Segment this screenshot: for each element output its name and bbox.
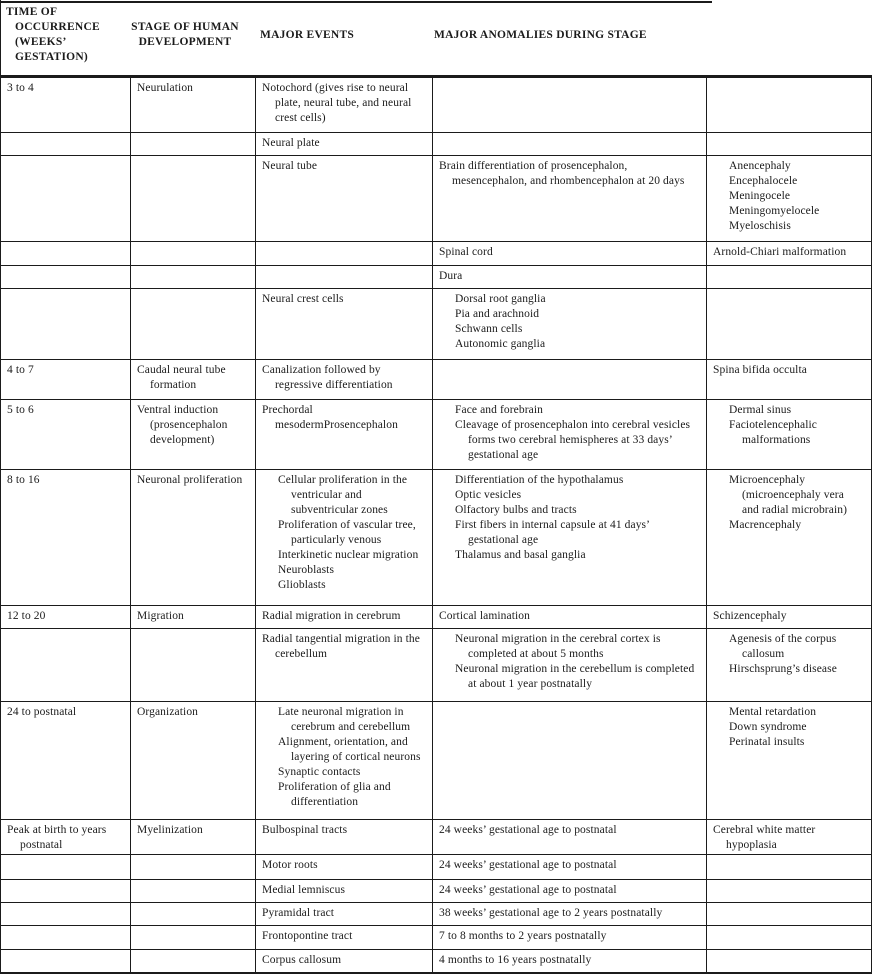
cell-stage-of-development-r5 [131, 266, 256, 289]
cell-text-line: Optic vesicles [455, 489, 522, 501]
cell-major-events-r17 [256, 926, 433, 950]
cell-text-line: gestational age [468, 449, 539, 461]
cell-text-line: Neuronal migration in the cerebellum is completed [455, 663, 695, 675]
cell-major-events-r3 [256, 156, 433, 242]
cell-major-events-detail-r5 [433, 266, 707, 289]
cell-text-line: Face and forebrain [455, 404, 544, 416]
cell-text-line: Microencephaly [729, 474, 806, 486]
cell-stage-of-development-r14 [131, 855, 256, 880]
cell-major-events-r14 [256, 855, 433, 880]
cell-text-line: Medial lemniscus [262, 884, 346, 896]
cell-major-events-r13 [256, 820, 433, 855]
cell-major-events-detail-r4 [433, 242, 707, 266]
cell-stage-of-development-r10 [131, 606, 256, 629]
cell-major-events-r7 [256, 360, 433, 400]
cell-text-line: 7 to 8 months to 2 years postnatally [439, 930, 607, 942]
cell-time-of-occurrence-r5 [1, 266, 131, 289]
cell-text-line: Glioblasts [278, 579, 326, 591]
cell-stage-of-development-r4 [131, 242, 256, 266]
cell-major-anomalies-r13 [707, 820, 872, 855]
cell-text-line: Down syndrome [729, 721, 807, 733]
cell-text-line: (prosencephalon [150, 419, 228, 431]
cell-major-anomalies-r11 [707, 629, 872, 702]
cell-major-events-r11 [256, 629, 433, 702]
cell-major-events-detail-r18 [433, 950, 707, 973]
cell-time-of-occurrence-r18 [1, 950, 131, 973]
cell-text-line: layering of cortical neurons [291, 751, 421, 763]
cell-major-events-detail-r15 [433, 880, 707, 903]
cell-time-of-occurrence-r4 [1, 242, 131, 266]
cell-time-of-occurrence-r2 [1, 133, 131, 156]
cell-text-line: Cortical lamination [439, 610, 531, 622]
cell-text-line: crest cells) [275, 112, 326, 124]
cell-text-line: Encephalocele [729, 175, 798, 187]
cell-time-of-occurrence-r9 [1, 470, 131, 606]
cell-text-line: 38 weeks’ gestational age to 2 years postnatally [439, 907, 663, 919]
cell-stage-of-development-r6 [131, 289, 256, 360]
cell-major-events-r6 [256, 289, 433, 360]
cell-text-line: Proliferation of glia and [278, 781, 391, 793]
cell-major-events-detail-r17 [433, 926, 707, 950]
cell-text-line: Olfactory bulbs and tracts [455, 504, 577, 516]
cell-text-line: Schizencephaly [713, 610, 787, 622]
cell-text-line: Meningomyelocele [729, 205, 820, 217]
cell-major-events-detail-r1 [433, 78, 707, 133]
cell-major-anomalies-r3 [707, 156, 872, 242]
cell-major-events-r2 [256, 133, 433, 156]
cell-text-line: Notochord (gives rise to neural [262, 82, 409, 94]
cell-text-line: Schwann cells [455, 323, 523, 335]
cell-text-line: and radial microbrain) [742, 504, 848, 516]
cell-text-line: Mental retardation [729, 706, 817, 718]
cell-text-line: Perinatal insults [729, 736, 805, 748]
table-row [1, 78, 872, 133]
cell-time-of-occurrence-r14 [1, 855, 131, 880]
cell-text-line: 24 to postnatal [7, 706, 77, 718]
cell-text-line: Brain differentiation of prosencephalon, [439, 160, 628, 172]
cell-major-events-r16 [256, 903, 433, 926]
cell-text-line: Motor roots [262, 859, 318, 871]
table-header-band [0, 0, 872, 77]
cell-major-anomalies-r10 [707, 606, 872, 629]
cell-time-of-occurrence-r13 [1, 820, 131, 855]
cell-text-line: 4 to 7 [7, 364, 34, 376]
cell-major-events-r1 [256, 78, 433, 133]
cell-major-anomalies-r16 [707, 903, 872, 926]
cell-major-events-detail-r14 [433, 855, 707, 880]
header-line: TIME OF [6, 6, 58, 18]
table-row [1, 470, 872, 606]
cell-text-line: Neurulation [137, 82, 194, 94]
table-row [1, 629, 872, 702]
cell-text-line: First fibers in internal capsule at 41 days’ [455, 519, 651, 531]
cell-text-line: Pia and arachnoid [455, 308, 540, 320]
cell-major-anomalies-r7 [707, 360, 872, 400]
table-row [1, 820, 872, 855]
cell-stage-of-development-r15 [131, 880, 256, 903]
cell-text-line: 12 to 20 [7, 610, 46, 622]
cell-major-events-detail-r10 [433, 606, 707, 629]
cell-text-line: malformations [742, 434, 811, 446]
cell-text-line: Synaptic contacts [278, 766, 361, 778]
cell-major-anomalies-r9 [707, 470, 872, 606]
header-line: STAGE OF HUMAN [131, 21, 239, 33]
cell-major-events-detail-r7 [433, 360, 707, 400]
cell-text-line: Thalamus and basal ganglia [455, 549, 586, 561]
table-row [1, 903, 872, 926]
cell-major-anomalies-r2 [707, 133, 872, 156]
cell-text-line: subventricular zones [291, 504, 388, 516]
cell-text-line: Dermal sinus [729, 404, 792, 416]
cell-stage-of-development-r3 [131, 156, 256, 242]
cell-text-line: regressive differentiation [275, 379, 393, 391]
cell-major-anomalies-r18 [707, 950, 872, 973]
cell-major-anomalies-r17 [707, 926, 872, 950]
cell-major-events-detail-r6 [433, 289, 707, 360]
cell-time-of-occurrence-r15 [1, 880, 131, 903]
cell-time-of-occurrence-r11 [1, 629, 131, 702]
cell-text-line: cerebrum and cerebellum [291, 721, 411, 733]
cell-stage-of-development-r12 [131, 702, 256, 820]
cell-major-events-r9 [256, 470, 433, 606]
cell-stage-of-development-r7 [131, 360, 256, 400]
cell-major-events-detail-r3 [433, 156, 707, 242]
table-row [1, 880, 872, 903]
cell-major-events-r15 [256, 880, 433, 903]
header-top-rule [1, 1, 712, 3]
table-row [1, 289, 872, 360]
cell-text-line: plate, neural tube, and neural [275, 97, 412, 109]
developmental-stages-table [0, 77, 872, 974]
cell-major-events-r10 [256, 606, 433, 629]
cell-major-events-detail-r2 [433, 133, 707, 156]
cell-text-line: Dorsal root ganglia [455, 293, 546, 305]
cell-stage-of-development-r11 [131, 629, 256, 702]
cell-text-line: cerebellum [275, 648, 328, 660]
cell-time-of-occurrence-r3 [1, 156, 131, 242]
cell-text-line: Prechordal [262, 404, 313, 416]
table-row [1, 360, 872, 400]
cell-major-anomalies-r6 [707, 289, 872, 360]
cell-text-line: Radial tangential migration in the [262, 633, 420, 645]
cell-major-events-detail-r9 [433, 470, 707, 606]
cell-text-line: gestational age [468, 534, 539, 546]
cell-time-of-occurrence-r10 [1, 606, 131, 629]
cell-time-of-occurrence-r17 [1, 926, 131, 950]
cell-time-of-occurrence-r6 [1, 289, 131, 360]
cell-text-line: Neuronal migration in the cerebral cortex is [455, 633, 661, 645]
cell-text-line: Cleavage of prosencephalon into cerebral vesicles [455, 419, 691, 431]
cell-text-line: Frontopontine tract [262, 930, 353, 942]
cell-major-events-detail-r13 [433, 820, 707, 855]
cell-text-line: Ventral induction [137, 404, 219, 416]
table-row [1, 926, 872, 950]
cell-text-line: 24 weeks’ gestational age to postnatal [439, 859, 617, 871]
cell-major-events-detail-r16 [433, 903, 707, 926]
cell-text-line: at about 1 year postnatally [468, 678, 593, 690]
cell-text-line: 8 to 16 [7, 474, 40, 486]
cell-time-of-occurrence-r8 [1, 400, 131, 470]
cell-text-line: Cerebral white matter [713, 824, 816, 836]
cell-text-line: 24 weeks’ gestational age to postnatal [439, 884, 617, 896]
cell-text-line: Alignment, orientation, and [278, 736, 408, 748]
cell-major-events-r8 [256, 400, 433, 470]
cell-text-line: Hirschsprung’s disease [729, 663, 837, 675]
cell-text-line: Proliferation of vascular tree, [278, 519, 416, 531]
cell-text-line: callosum [742, 648, 785, 660]
cell-text-line: mesencephalon, and rhombencephalon at 20 days [452, 175, 685, 187]
cell-major-events-r18 [256, 950, 433, 973]
cell-time-of-occurrence-r16 [1, 903, 131, 926]
cell-major-anomalies-r8 [707, 400, 872, 470]
cell-text-line: development) [150, 434, 215, 446]
cell-text-line: Faciotelencephalic [729, 419, 818, 431]
cell-text-line: Late neuronal migration in [278, 706, 404, 718]
cell-stage-of-development-r16 [131, 903, 256, 926]
table-row [1, 950, 872, 973]
cell-text-line: Macrencephaly [729, 519, 802, 531]
cell-text-line: Meningocele [729, 190, 791, 202]
header-major-events: MAJOR EVENTS [260, 29, 355, 41]
table-row [1, 702, 872, 820]
table-row [1, 266, 872, 289]
cell-stage-of-development-r2 [131, 133, 256, 156]
cell-text-line: Differentiation of the hypothalamus [455, 474, 624, 486]
cell-text-line: 24 weeks’ gestational age to postnatal [439, 824, 617, 836]
header-line: GESTATION) [15, 51, 89, 63]
cell-major-events-r4 [256, 242, 433, 266]
cell-text-line: Migration [137, 610, 184, 622]
cell-text-line: Corpus callosum [262, 954, 342, 966]
cell-major-anomalies-r1 [707, 78, 872, 133]
cell-text-line: differentiation [291, 796, 359, 808]
cell-major-anomalies-r15 [707, 880, 872, 903]
cell-text-line: Agenesis of the corpus [729, 633, 837, 645]
cell-text-line: Pyramidal tract [262, 907, 335, 919]
table-row [1, 242, 872, 266]
table-row [1, 156, 872, 242]
cell-text-line: Spinal cord [439, 246, 493, 258]
header-major-anomalies: MAJOR ANOMALIES DURING STAGE [434, 29, 647, 41]
cell-text-line: Cellular proliferation in the [278, 474, 408, 486]
cell-stage-of-development-r18 [131, 950, 256, 973]
cell-stage-of-development-r9 [131, 470, 256, 606]
cell-text-line: Autonomic ganglia [455, 338, 546, 350]
cell-text-line: Myelinization [137, 824, 203, 836]
cell-text-line: (microencephaly vera [742, 489, 844, 501]
cell-text-line: Neuronal proliferation [137, 474, 243, 486]
cell-text-line: 5 to 6 [7, 404, 34, 416]
cell-text-line: Dura [439, 270, 463, 282]
cell-text-line: Radial migration in cerebrum [262, 610, 401, 622]
table-row [1, 400, 872, 470]
cell-text-line: Spina bifida occulta [713, 364, 807, 376]
cell-text-line: Neural plate [262, 137, 320, 149]
cell-text-line: mesodermProsencephalon [275, 419, 398, 431]
table-row [1, 133, 872, 156]
cell-text-line: Organization [137, 706, 199, 718]
cell-stage-of-development-r8 [131, 400, 256, 470]
cell-major-anomalies-r5 [707, 266, 872, 289]
cell-major-events-detail-r11 [433, 629, 707, 702]
cell-major-events-detail-r8 [433, 400, 707, 470]
cell-time-of-occurrence-r1 [1, 78, 131, 133]
cell-text-line: forms two cerebral hemispheres at 33 days’ [468, 434, 673, 446]
cell-time-of-occurrence-r7 [1, 360, 131, 400]
cell-text-line: Neuroblasts [278, 564, 335, 576]
header-line: DEVELOPMENT [138, 36, 232, 48]
cell-major-events-r12 [256, 702, 433, 820]
cell-stage-of-development-r17 [131, 926, 256, 950]
cell-text-line: ventricular and [291, 489, 362, 501]
cell-stage-of-development-r1 [131, 78, 256, 133]
table-row [1, 606, 872, 629]
header-line: (WEEKS’ [15, 36, 67, 48]
cell-text-line: Arnold-Chiari malformation [713, 246, 847, 258]
cell-text-line: completed at about 5 months [468, 648, 604, 660]
header-line: OCCURRENCE [15, 21, 100, 33]
cell-text-line: Peak at birth to years [7, 824, 107, 836]
cell-major-anomalies-r14 [707, 855, 872, 880]
cell-major-events-detail-r12 [433, 702, 707, 820]
cell-text-line: Canalization followed by [262, 364, 381, 376]
cell-major-events-r5 [256, 266, 433, 289]
cell-text-line: Bulbospinal tracts [262, 824, 348, 836]
cell-text-line: 4 months to 16 years postnatally [439, 954, 592, 966]
cell-text-line: hypoplasia [726, 839, 777, 851]
cell-text-line: Caudal neural tube [137, 364, 226, 376]
table-row [1, 855, 872, 880]
cell-text-line: Neural crest cells [262, 293, 344, 305]
cell-text-line: Myeloschisis [729, 220, 791, 232]
cell-major-anomalies-r4 [707, 242, 872, 266]
cell-text-line: Interkinetic nuclear migration [278, 549, 419, 561]
cell-time-of-occurrence-r12 [1, 702, 131, 820]
cell-text-line: 3 to 4 [7, 82, 34, 94]
header-stage-of-human-development [131, 20, 239, 50]
cell-text-line: formation [150, 379, 197, 391]
header-time-of-occurrence [6, 5, 100, 65]
cell-text-line: postnatal [20, 839, 63, 851]
cell-text-line: particularly venous [291, 534, 382, 546]
cell-text-line: Anencephaly [729, 160, 791, 172]
cell-stage-of-development-r13 [131, 820, 256, 855]
cell-text-line: Neural tube [262, 160, 318, 172]
cell-major-anomalies-r12 [707, 702, 872, 820]
